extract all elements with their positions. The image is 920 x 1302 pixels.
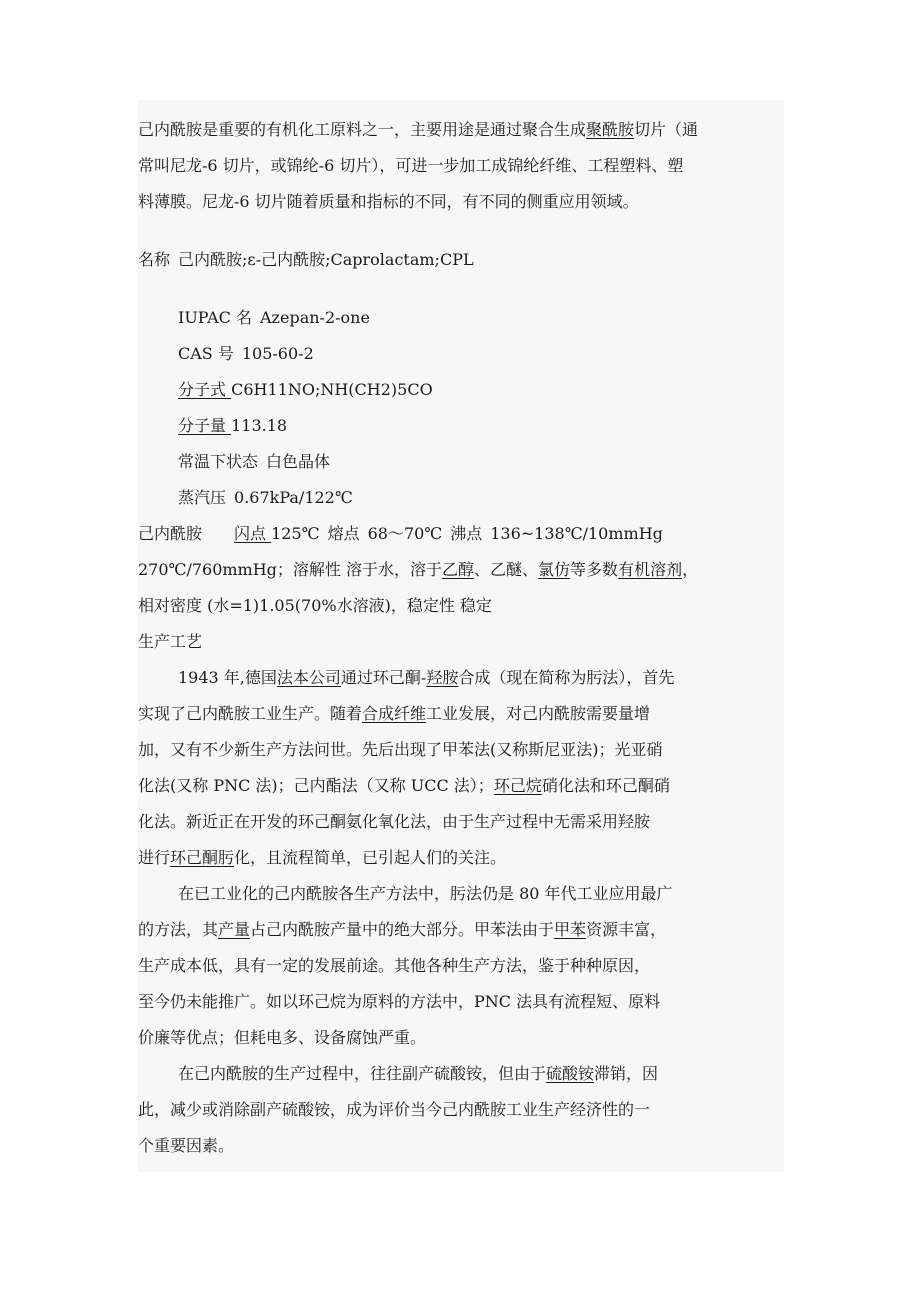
- cas-value: 105-60-2: [241, 344, 314, 363]
- intro-line-3: 料薄膜。尼龙-6 切片随着质量和指标的不同，有不同的侧重应用领域。: [138, 192, 639, 211]
- link-ethanol[interactable]: 乙醇: [442, 560, 475, 579]
- iupac-value: Azepan-2-one: [260, 308, 370, 327]
- p3-line-2: 此，减少或消除副产硫酸铵，成为评价当今己内酰胺工业生产经济性的一: [138, 1100, 651, 1119]
- molecular-weight-value: 113.18: [231, 416, 288, 435]
- p1-line-4: [138, 768, 784, 804]
- p1-text: 化法(又称 PNC 法)；己内酯法（又称 UCC 法）；: [138, 776, 494, 795]
- p1-text: 硝化法和环己酮硝: [541, 776, 670, 795]
- p2-line-5: 价廉等优点；但耗电多、设备腐蚀严重。: [138, 1028, 427, 1047]
- melting-point-value: 68～70℃: [367, 524, 443, 543]
- intro-line-1: [138, 112, 784, 148]
- p1-text: 化，且流程简单，已引起人们的关注。: [234, 848, 507, 867]
- iupac-row: [178, 300, 784, 336]
- link-cyclohexanone-oxime[interactable]: 环己酮肟: [170, 848, 235, 867]
- solubility-text: ，: [682, 560, 699, 579]
- solubility-text: 、乙醚、: [474, 560, 539, 579]
- p1-line-6: [138, 840, 784, 876]
- p1-text: 进行: [138, 848, 171, 867]
- section-title: 生产工艺: [138, 632, 203, 651]
- process-paragraph-2: [138, 876, 784, 1056]
- solubility-text: 270℃/760mmHg；溶解性 溶于水，溶于: [138, 560, 442, 579]
- p1-text: 1943 年,德国: [178, 668, 277, 687]
- link-molecular-weight[interactable]: 分子量: [178, 416, 227, 435]
- formula-row: [178, 372, 784, 408]
- physical-properties-line-2: [138, 552, 784, 588]
- compound-name: 己内酰胺: [138, 524, 203, 543]
- cas-label: CAS 号: [178, 344, 234, 363]
- p2-line-1: 在已工业化的己内酰胺各生产方法中，肟法仍是 80 年代工业应用最广: [178, 884, 673, 903]
- physical-properties-line-1: [138, 516, 784, 552]
- process-paragraph-1: [138, 660, 784, 876]
- name-label: 名称: [138, 250, 171, 269]
- name-value: 己内酰胺;ε-己内酰胺;Caprolactam;CPL: [178, 250, 474, 269]
- physical-properties-line-3: 相对密度 (水=1)1.05(70%水溶液)，稳定性 稳定: [138, 596, 492, 615]
- link-chloroform[interactable]: 氯仿: [538, 560, 571, 579]
- solubility-text: 等多数: [570, 560, 619, 579]
- molecular-weight-row: [178, 408, 784, 444]
- boiling-point-value: 136~138℃/10mmHg: [490, 524, 663, 543]
- cas-row: [178, 336, 784, 372]
- link-ig-farben[interactable]: 法本公司: [276, 668, 341, 687]
- flash-point-value: 125℃: [271, 524, 320, 543]
- state-row: [178, 444, 784, 480]
- p2-line-4: 至今仍未能推广。如以环己烷为原料的方法中，PNC 法具有流程短、原料: [138, 992, 661, 1011]
- p1-text: 合成（现在简称为肟法），首先: [458, 668, 675, 687]
- p3-line-1: [138, 1056, 784, 1092]
- intro-paragraph: [138, 112, 784, 220]
- p2-line-3: 生产成本低，具有一定的发展前途。其他各种生产方法，鉴于种种原因，: [138, 956, 651, 975]
- vapor-pressure-value: 0.67kPa/122℃: [234, 488, 353, 507]
- name-row: [138, 242, 784, 278]
- boiling-point-label: 沸点: [450, 524, 483, 543]
- p1-line-3: 加，又有不少新生产方法问世。先后出现了甲苯法(又称斯尼亚法)；光亚硝: [138, 740, 663, 759]
- p2-text: 资源丰富，: [586, 920, 667, 939]
- process-paragraph-3: [138, 1056, 784, 1164]
- p1-line-5: 化法。新近正在开发的环己酮氨化氧化法，由于生产过程中无需采用羟胺: [138, 812, 651, 831]
- intro-text: 己内酰胺是重要的有机化工原料之一，主要用途是通过聚合生成: [138, 120, 587, 139]
- p1-text: 实现了己内酰胺工业生产。随着: [138, 704, 363, 723]
- link-formula[interactable]: 分子式: [178, 380, 227, 399]
- formula-value: C6H11NO;NH(CH2)5CO: [231, 380, 433, 399]
- properties-block: [138, 300, 784, 516]
- state-value: 白色晶体: [266, 452, 331, 471]
- melting-point-label: 熔点: [327, 524, 360, 543]
- p3-text: 在己内酰胺的生产过程中，往往副产硫酸铵，但由于: [178, 1064, 547, 1083]
- link-toluene[interactable]: 甲苯: [554, 920, 587, 939]
- iupac-label: IUPAC 名: [178, 308, 252, 327]
- p1-line-1: [138, 660, 784, 696]
- p1-text: 工业发展，对己内酰胺需要量增: [426, 704, 651, 723]
- p3-line-3: 个重要因素。: [138, 1136, 235, 1155]
- state-label: 常温下状态: [178, 452, 259, 471]
- link-organic-solvent[interactable]: 有机溶剂: [618, 560, 683, 579]
- p1-text: 通过环己酮-: [340, 668, 427, 687]
- document-body: [138, 100, 784, 1172]
- link-hydroxylamine[interactable]: 羟胺: [426, 668, 459, 687]
- vapor-pressure-row: [178, 480, 784, 516]
- link-flash-point[interactable]: 闪点: [234, 524, 267, 543]
- p3-text: 滞销，因: [594, 1064, 659, 1083]
- link-ammonium-sulfate[interactable]: 硫酸铵: [546, 1064, 595, 1083]
- intro-text: 切片（通: [634, 120, 699, 139]
- link-cyclohexane[interactable]: 环己烷: [493, 776, 542, 795]
- spacer: [138, 278, 784, 300]
- intro-line-2: 常叫尼龙-6 切片，或锦纶-6 切片），可进一步加工成锦纶纤维、工程塑料、塑: [138, 156, 684, 175]
- link-polyamide[interactable]: 聚酰胺: [586, 120, 635, 139]
- vapor-pressure-label: 蒸汽压: [178, 488, 227, 507]
- link-production[interactable]: 产量: [218, 920, 251, 939]
- p1-line-2: [138, 696, 784, 732]
- link-synthetic-fiber[interactable]: 合成纤维: [362, 704, 427, 723]
- p2-text: 的方法，其: [138, 920, 219, 939]
- p2-text: 占己内酰胺产量中的绝大部分。甲苯法由于: [250, 920, 555, 939]
- spacer: [138, 220, 784, 242]
- p2-line-2: [138, 912, 784, 948]
